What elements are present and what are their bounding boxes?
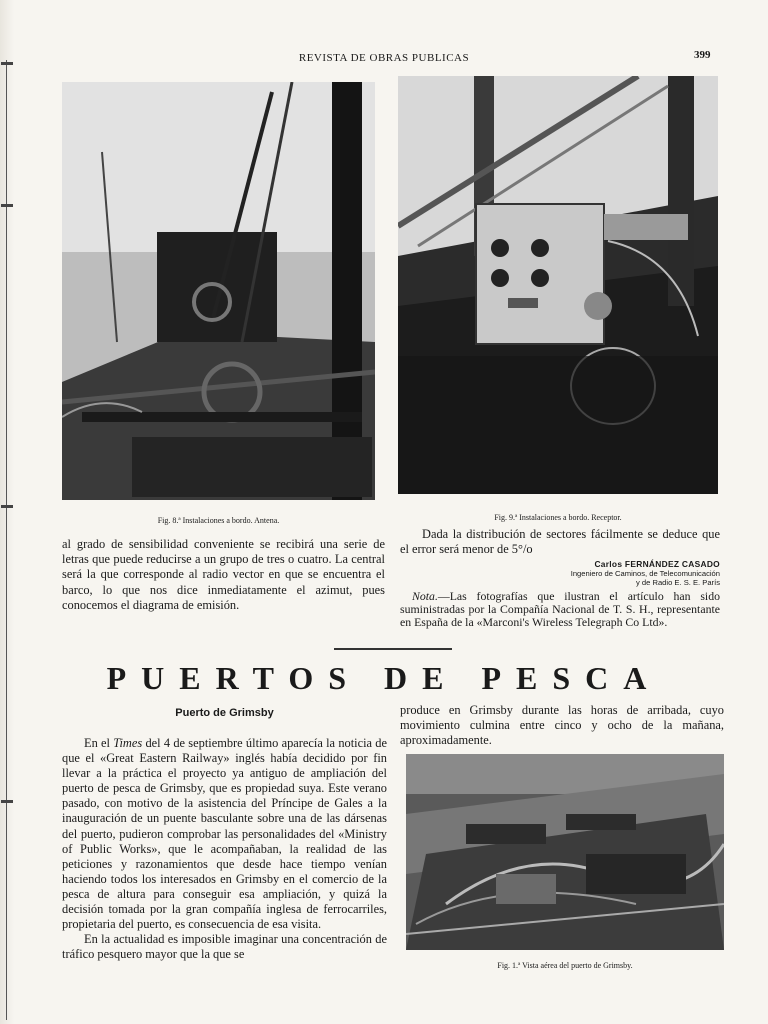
top-left-column (62, 537, 385, 613)
top-right-column (400, 527, 720, 629)
paragraph: al grado de sensibilidad conveniente se recibirá una serie de letras que puede reducirse a un grupo de tres o cuatro. La central será la que corresponde al radio vector en que se encuentra el barco, lo que nos dice inmediatamente el azimut, pues conocemos el diagrama de emisión. (62, 537, 385, 612)
bottom-right-column (400, 703, 724, 749)
paragraph: Dada la distribución de sectores fácilmente se deduce que el error será menor de 5°/o (400, 527, 720, 557)
section-title: PUERTOS DE PESCA (106, 660, 662, 696)
figure-1-caption: Fig. 1.ª Vista aérea del puerto de Grimsby. (497, 961, 633, 970)
figure-8-caption: Fig. 8.ª Instalaciones a bordo. Antena. (157, 516, 280, 525)
binding-mark (1, 505, 13, 508)
paragraph: produce en Grimsby durante las horas de arribada, cuyo movimiento culmina entre cinco y ocho de la mañana, aproximadamente. (400, 703, 724, 748)
author-role: y de Radio E. S. E. París (636, 578, 720, 588)
author-name: Carlos FERNÁNDEZ CASADO (594, 559, 720, 570)
author-role: Ingeniero de Caminos, de Telecomunicación (570, 569, 720, 579)
text-run: En el (84, 736, 114, 750)
figure-9-caption: Fig. 9.ª Instalaciones a bordo. Receptor. (494, 513, 622, 522)
paragraph (62, 736, 387, 932)
binding-mark (1, 204, 13, 207)
note-paragraph (400, 590, 720, 629)
figure-8-photo (62, 82, 375, 500)
page-number: 399 (694, 49, 711, 61)
note-text: —Las fotografías que ilustran el artículo han sido suministradas por la Compañía Nacional de T. S. H., representante en España de la «Marconi's Wireless Telegraph Co Ltd». (400, 589, 720, 630)
figure-9-photo (398, 76, 718, 494)
bottom-left-column (62, 736, 387, 962)
section-subtitle: Puerto de Grimsby (175, 707, 274, 719)
section-divider (334, 648, 452, 650)
newspaper-name: Times (113, 736, 143, 750)
page-binding-edge (0, 0, 14, 1024)
note-label: Nota. (412, 589, 438, 604)
text-run: del 4 de septiembre último aparecía la noticia de que el «Great Eastern Railway» inglés había decidido por fin llevar a la práctica el proyecto ya antiguo de ampliación del puerto de pesca de Grimsby, que es propiedad suya. Este verano pasado, con motivo de la asistencia del Príncipe de Gales a la inauguración de un puente basculante sobre una de las dársenas del puerto, pudieron comprobar las personalidades del «Ministry of Public Works», que le acompañaban, la realidad de las peticiones y razonamientos que desde hace tiempo venían haciendo todos los interesados en Grimsby en el comercio de la pesca de altura para conseguir esa ampliación, y quizá la decisión tomada por la gran compañía inglesa de ferrocarriles, propietaria del puerto, es consecuencia de esa visita. (62, 736, 387, 932)
figure-1-photo (406, 754, 724, 950)
paragraph: En la actualidad es imposible imaginar una concentración de tráfico pesquero mayor que la que se (62, 932, 387, 962)
binding-mark (1, 800, 13, 803)
journal-title: REVISTA DE OBRAS PUBLICAS (298, 52, 470, 64)
